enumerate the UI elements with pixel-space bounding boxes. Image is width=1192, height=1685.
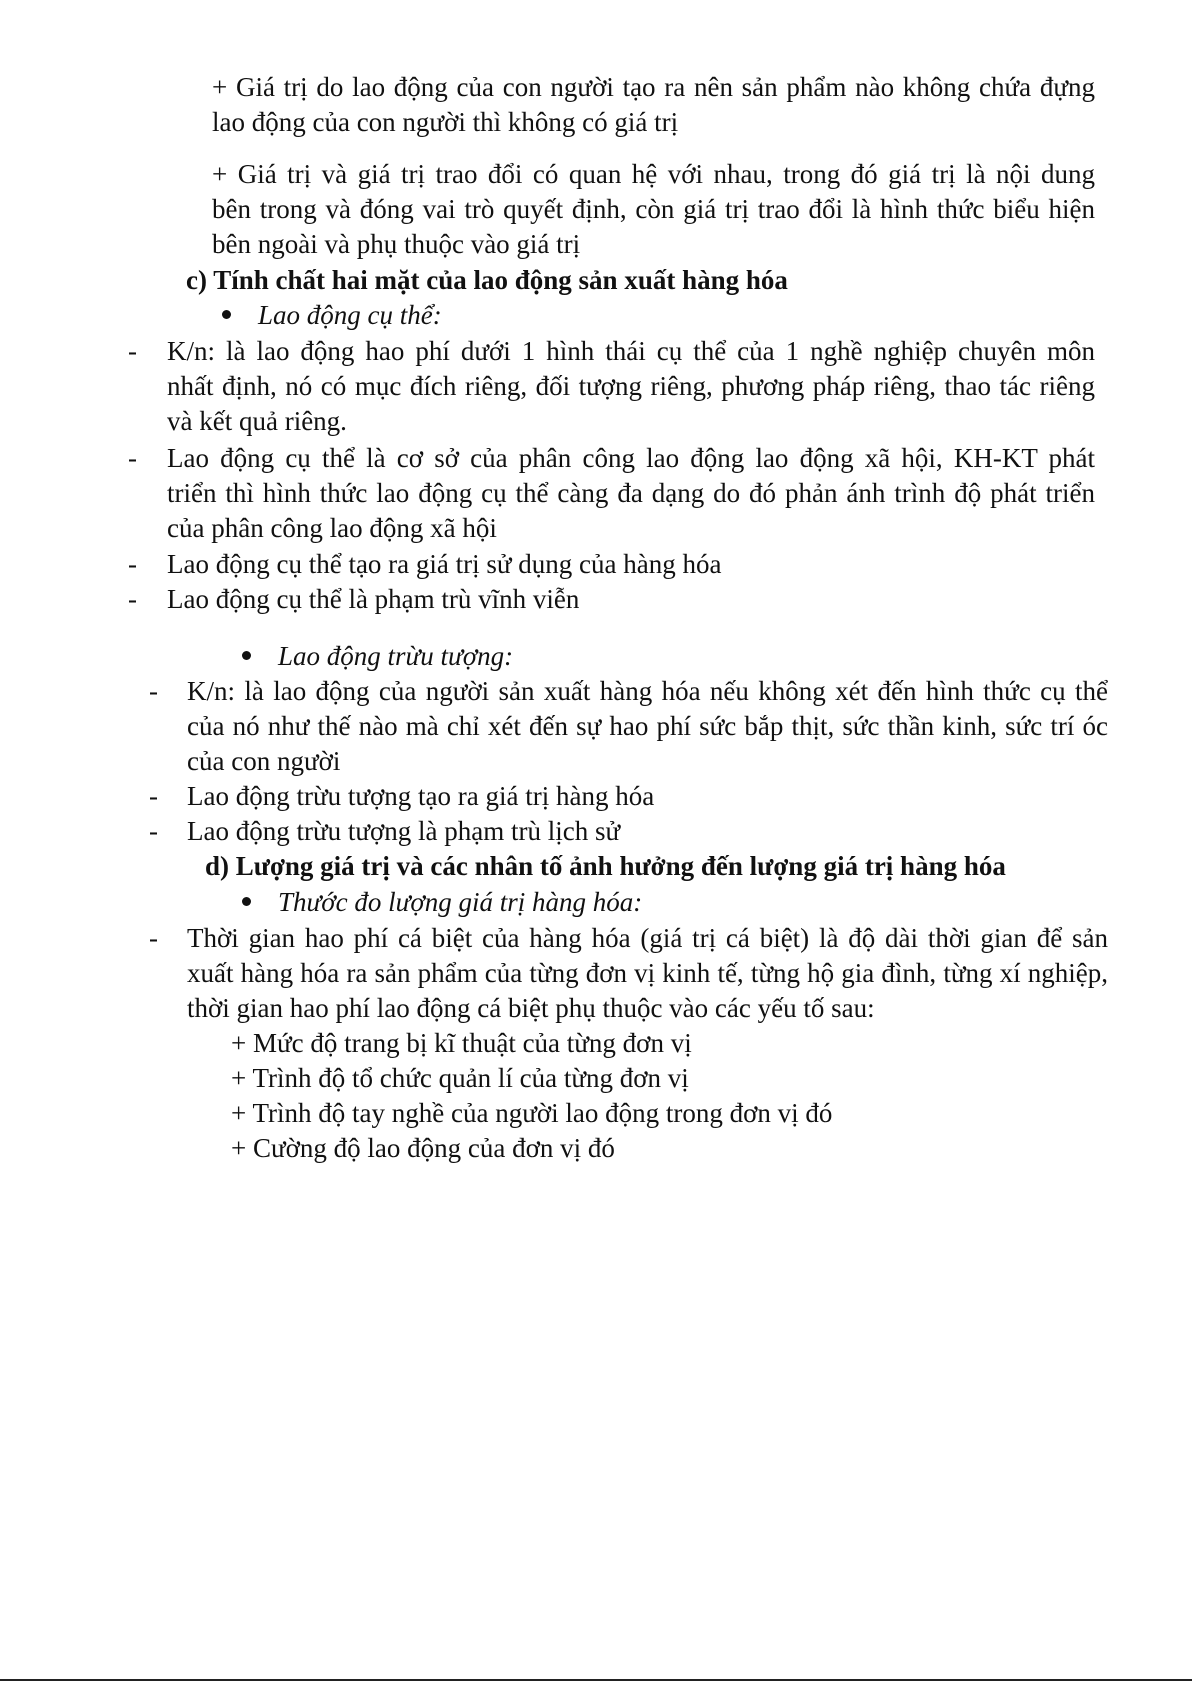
b1-item1-line1: K/n: là lao động hao phí dưới 1 hình thái cụ thể của 1 nghề nghiệp chuyên môn	[167, 336, 1095, 366]
factor-2: + Trình độ tổ chức quản lí của từng đơn vị	[231, 1063, 689, 1093]
bullet-thuoc-do: Thước đo lượng giá trị hàng hóa:	[278, 887, 643, 917]
d-item-line1: Thời gian hao phí cá biệt của hàng hóa (giá trị cá biệt) là độ dài thời gian để sản	[187, 923, 1108, 953]
dash-marker: -	[128, 584, 137, 614]
b1-item2-line2: triển thì hình thức lao động cụ thể càng đa dạng do đó phản ánh trình độ phát triển	[167, 478, 1095, 508]
intro-p2-line2: bên trong và đóng vai trò quyết định, còn giá trị trao đổi là hình thức biểu hiện	[212, 194, 1095, 224]
bullet-dot-icon	[222, 310, 231, 319]
bullet-dot-icon	[242, 897, 251, 906]
factor-1: + Mức độ trang bị kĩ thuật của từng đơn vị	[231, 1028, 692, 1058]
b1-item1-line3: và kết quả riêng.	[167, 406, 347, 436]
factor-4: + Cường độ lao động của đơn vị đó	[231, 1133, 615, 1163]
dash-marker: -	[128, 336, 137, 366]
section-d-heading: d) Lượng giá trị và các nhân tố ảnh hưởng đến lượng giá trị hàng hóa	[205, 851, 1006, 881]
d-item-line2: xuất hàng hóa ra sản phẩm của từng đơn vị kinh tế, từng hộ gia đình, từng xí nghiệp,	[187, 958, 1108, 988]
b2-item1-line3: của con người	[187, 746, 341, 776]
b2-item3-line1: Lao động trừu tượng là phạm trù lịch sử	[187, 816, 621, 846]
dash-marker: -	[149, 676, 158, 706]
b1-item3-line1: Lao động cụ thể tạo ra giá trị sử dụng của hàng hóa	[167, 549, 722, 579]
b2-item1-line2: của nó như thế nào mà chỉ xét đến sự hao phí sức bắp thịt, sức thần kinh, sức trí óc	[187, 711, 1108, 741]
page-bottom-rule	[0, 1679, 1192, 1681]
intro-p1-line1: + Giá trị do lao động của con người tạo ra nên sản phẩm nào không chứa đựng	[212, 72, 1095, 102]
bullet-lao-dong-truu-tuong: Lao động trừu tượng:	[278, 641, 514, 671]
d-item-line3: thời gian hao phí lao động cá biệt phụ thuộc vào các yếu tố sau:	[187, 993, 875, 1023]
factor-3: + Trình độ tay nghề của người lao động trong đơn vị đó	[231, 1098, 833, 1128]
bullet-lao-dong-cu-the: Lao động cụ thể:	[258, 300, 442, 330]
b1-item2-line1: Lao động cụ thể là cơ sở của phân công lao động lao động xã hội, KH-KT phát	[167, 443, 1095, 473]
bullet-dot-icon	[242, 651, 251, 660]
section-c-heading: c) Tính chất hai mặt của lao động sản xuất hàng hóa	[186, 265, 788, 295]
intro-p1-line2: lao động của con người thì không có giá trị	[212, 107, 679, 137]
b1-item4-line1: Lao động cụ thể là phạm trù vĩnh viễn	[167, 584, 580, 614]
dash-marker: -	[149, 923, 158, 953]
b2-item1-line1: K/n: là lao động của người sản xuất hàng hóa nếu không xét đến hình thức cụ thể	[187, 676, 1108, 706]
b1-item2-line3: của phân công lao động xã hội	[167, 513, 497, 543]
dash-marker: -	[128, 549, 137, 579]
dash-marker: -	[128, 443, 137, 473]
dash-marker: -	[149, 816, 158, 846]
dash-marker: -	[149, 781, 158, 811]
b1-item1-line2: nhất định, nó có mục đích riêng, đối tượng riêng, phương pháp riêng, thao tác riêng	[167, 371, 1095, 401]
intro-p2-line3: bên ngoài và phụ thuộc vào giá trị	[212, 229, 581, 259]
b2-item2-line1: Lao động trừu tượng tạo ra giá trị hàng hóa	[187, 781, 655, 811]
intro-p2-line1: + Giá trị và giá trị trao đổi có quan hệ với nhau, trong đó giá trị là nội dung	[212, 159, 1095, 189]
